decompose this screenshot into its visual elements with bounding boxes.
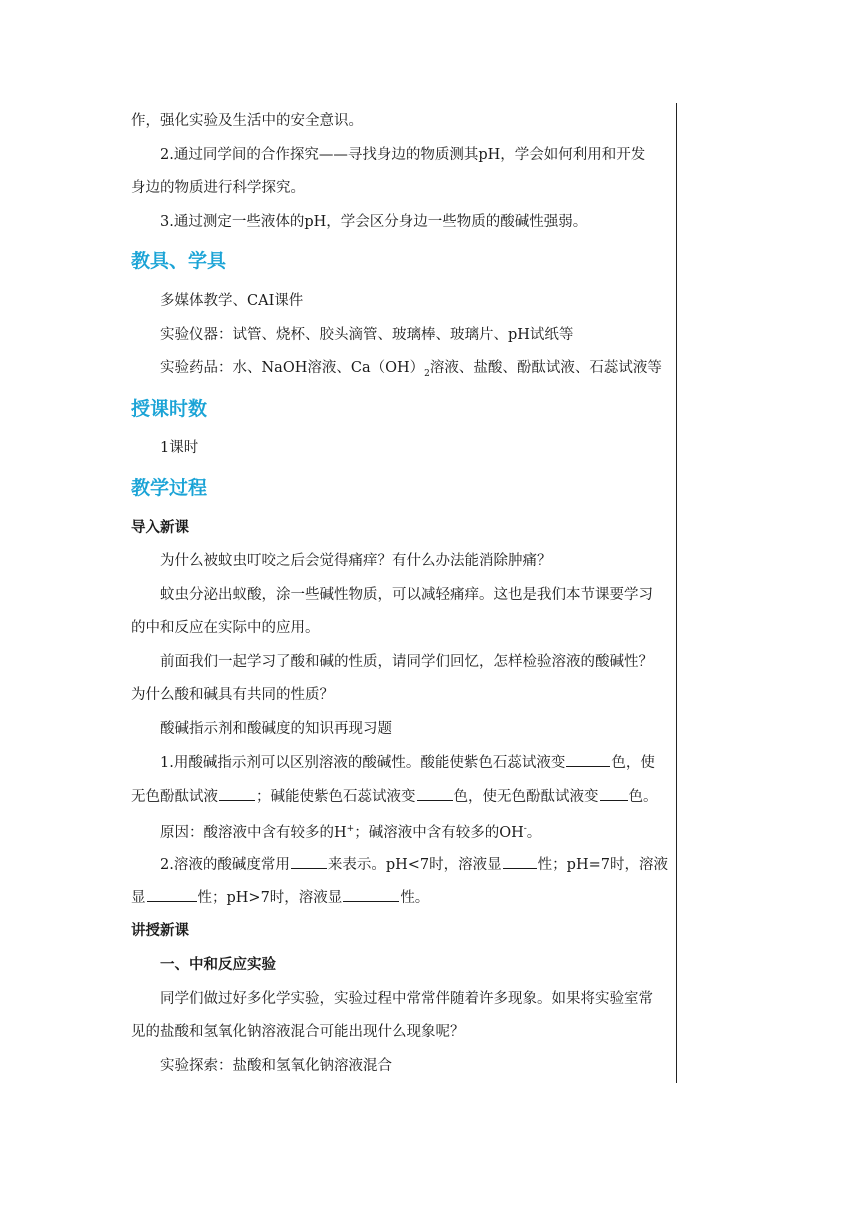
reason-sup-2: - bbox=[523, 824, 527, 834]
tools-instruments: 实验仪器：试管、烧杯、胶头滴管、玻璃棒、玻璃片、pH试纸等 bbox=[160, 327, 574, 343]
reason-text-a: 原因：酸溶液中含有较多的H bbox=[160, 824, 347, 841]
intro-question: 为什么被蚊虫叮咬之后会觉得痛痒？有什么办法能消除肿痛？ bbox=[160, 553, 552, 569]
process-heading: 教学过程 bbox=[131, 477, 208, 499]
ex1-text-d: ；碱能使紫色石蕊试液变 bbox=[256, 789, 416, 805]
review-title: 酸碱指示剂和酸碱度的知识再现习题 bbox=[160, 721, 392, 737]
ex2-text-a: 2.溶液的酸碱度常用 bbox=[160, 857, 290, 873]
ex2-text-c: 性；pH=7时，溶液 bbox=[537, 857, 668, 873]
reagents-text-b: 溶液、盐酸、酚酞试液、石蕊试液等 bbox=[429, 360, 662, 376]
ex2-text-b: 来表示。pH<7时，溶液显 bbox=[327, 857, 502, 873]
lesson-heading: 讲授新课 bbox=[131, 923, 189, 939]
blank-field bbox=[566, 752, 610, 767]
blank-field bbox=[503, 854, 537, 869]
blank-field bbox=[343, 887, 399, 902]
paragraph-2-line-1: 前面我们一起学习了酸和碱的性质，请同学们回忆，怎样检验溶液的酸碱性？ bbox=[160, 654, 653, 670]
goal-3: 3.通过测定一些液体的pH，学会区分身边一些物质的酸碱性强弱。 bbox=[160, 214, 588, 230]
blank-field bbox=[219, 786, 255, 801]
reason-text-b: ；碱溶液中含有较多的OH bbox=[354, 824, 524, 841]
goal-2-line-2: 身边的物质进行科学探究。 bbox=[131, 180, 305, 196]
exercise-2-line-1 bbox=[160, 854, 668, 875]
section-1-heading: 一、中和反应实验 bbox=[160, 957, 276, 973]
blank-field bbox=[600, 786, 628, 801]
ex2-text-e: 性；pH>7时，溶液显 bbox=[197, 890, 343, 906]
ex1-text-e: 色，使无色酚酞试液变 bbox=[453, 789, 599, 805]
intro-heading: 导入新课 bbox=[131, 520, 189, 536]
ex2-text-f: 性。 bbox=[400, 890, 430, 906]
tools-heading: 教具、学具 bbox=[131, 250, 227, 272]
tools-media: 多媒体教学、CAI课件 bbox=[160, 293, 304, 309]
goal-2-line-1: 2.通过同学间的合作探究——寻找身边的物质测其pH，学会如何利用和开发 bbox=[160, 147, 646, 163]
exercise-1-line-1 bbox=[160, 752, 655, 773]
paragraph-2-line-2: 为什么酸和碱具有共同的性质？ bbox=[131, 687, 334, 703]
blank-field bbox=[417, 786, 453, 801]
hours-heading: 授课时数 bbox=[131, 398, 208, 420]
ex2-text-d: 显 bbox=[131, 890, 146, 906]
ex1-text-c: 无色酚酞试液 bbox=[131, 789, 218, 805]
reason-sup-1: + bbox=[346, 824, 355, 834]
reagents-subscript: 2 bbox=[424, 368, 430, 379]
exercise-1-line-2 bbox=[131, 786, 658, 807]
hours-value: 1课时 bbox=[160, 440, 199, 456]
ex1-text-a: 1.用酸碱指示剂可以区别溶液的酸碱性。酸能使紫色石蕊试液变 bbox=[160, 755, 566, 771]
paragraph-1-line-1: 蚊虫分泌出蚁酸，涂一些碱性物质，可以减轻痛痒。这也是我们本节课要学习 bbox=[160, 587, 653, 603]
reagents-text-a: 实验药品：水、NaOH溶液、Ca（OH） bbox=[160, 360, 425, 376]
blank-field bbox=[291, 854, 327, 869]
paragraph-1-line-2: 的中和反应在实际中的应用。 bbox=[131, 620, 320, 636]
paragraph-3-line-1: 同学们做过好多化学实验，实验过程中常常伴随着许多现象。如果将实验室常 bbox=[160, 991, 653, 1007]
goal-line-continuation: 作，强化实验及生活中的安全意识。 bbox=[131, 113, 363, 129]
tools-reagents bbox=[160, 358, 662, 384]
experiment-explore: 实验探索：盐酸和氢氧化钠溶液混合 bbox=[160, 1058, 392, 1074]
exercise-2-line-2 bbox=[131, 887, 429, 908]
reason-text-c: 。 bbox=[526, 824, 542, 841]
paragraph-3-line-2: 见的盐酸和氢氧化钠溶液混合可能出现什么现象呢？ bbox=[131, 1024, 465, 1040]
reason-line bbox=[160, 819, 541, 843]
right-border-line bbox=[676, 103, 677, 1083]
blank-field bbox=[147, 887, 197, 902]
ex1-text-f: 色。 bbox=[628, 789, 658, 805]
ex1-text-b: 色，使 bbox=[611, 755, 655, 771]
